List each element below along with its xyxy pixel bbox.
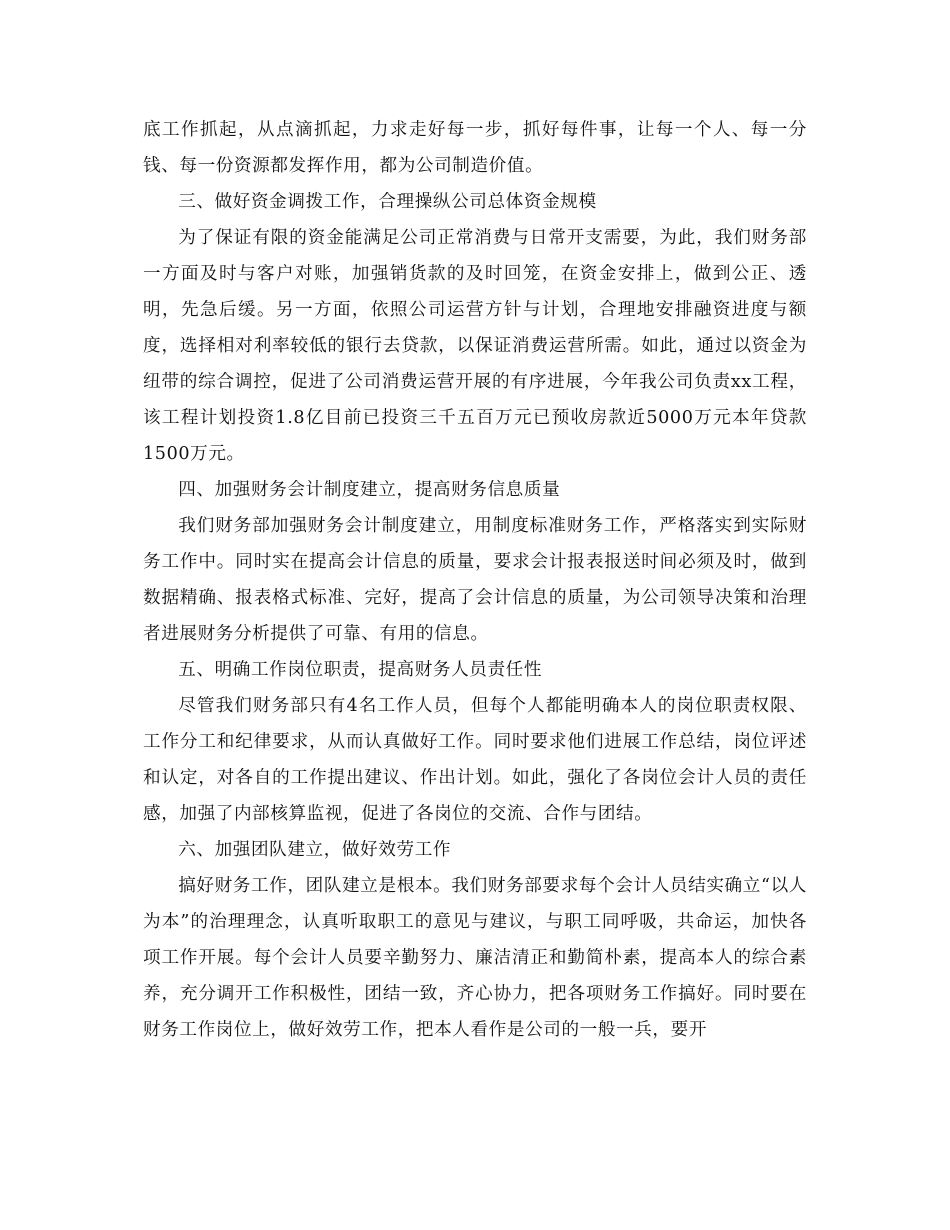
section-heading-5: 五、明确工作岗位职责，提高财务人员责任性 (178, 660, 543, 680)
section-heading-3: 三、做好资金调拨工作，合理操纵公司总体资金规模 (178, 192, 597, 212)
paragraph-2: 为了保证有限的资金能满足公司正常消费与日常开支需要，为此，我们财务部一方面及时与客户对账，加强销货款的及时回笼，在资金安排上，做到公正、透明，先急后缓。另一方面，依照公司运营方针与计划，合理地安排融资进度与额度，选择相对利率较低的银行去贷款，以保证消费运营所需。如此，通过以资金为纽带的综合调控，促进了公司消费运营开展的有序进展，今年我公司负责xx工程，该工程计划投资1.8亿目前已投资三千五百万元已预收房款近5000万元本年贷款1500万元。 (143, 228, 807, 464)
section-heading-4: 四、加强财务会计制度建立，提高财务信息质量 (178, 480, 561, 500)
paragraph-3: 我们财务部加强财务会计制度建立，用制度标准财务工作，严格落实到实际财务工作中。同时实在提高会计信息的质量，要求会计报表报送时间必须及时，做到数据精确、报表格式标准、完好，提高了会计信息的质量，为公司领导决策和治理者进展财务分析提供了可靠、有用的信息。 (143, 516, 807, 644)
paragraph-5: 搞好财务工作，团队建立是根本。我们财务部要求每个会计人员结实确立“以人为本”的治理理念，认真听取职工的意见与建议，与职工同呼吸，共命运，加快各项工作开展。每个会计人员要辛勤努力、廉洁清正和勤简朴素，提高本人的综合素养，充分调开工作积极性，团结一致，齐心协力，把各项财务工作搞好。同时要在财务工作岗位上，做好效劳工作，把本人看作是公司的一般一兵，要开 (143, 876, 807, 1040)
paragraph-1: 底工作抓起，从点滴抓起，力求走好每一步，抓好每件事，让每一个人、每一分钱、每一份资源都发挥作用，都为公司制造价值。 (143, 120, 807, 176)
paragraph-4: 尽管我们财务部只有4名工作人员，但每个人都能明确本人的岗位职责权限、工作分工和纪律要求，从而认真做好工作。同时要求他们进展工作总结，岗位评述和认定，对各自的工作提出建议、作出计划。如此，强化了各岗位会计人员的责任感，加强了内部核算监视，促进了各岗位的交流、合作与团结。 (143, 696, 807, 824)
document-body (143, 112, 807, 1048)
section-heading-6: 六、加强团队建立，做好效劳工作 (178, 840, 452, 860)
